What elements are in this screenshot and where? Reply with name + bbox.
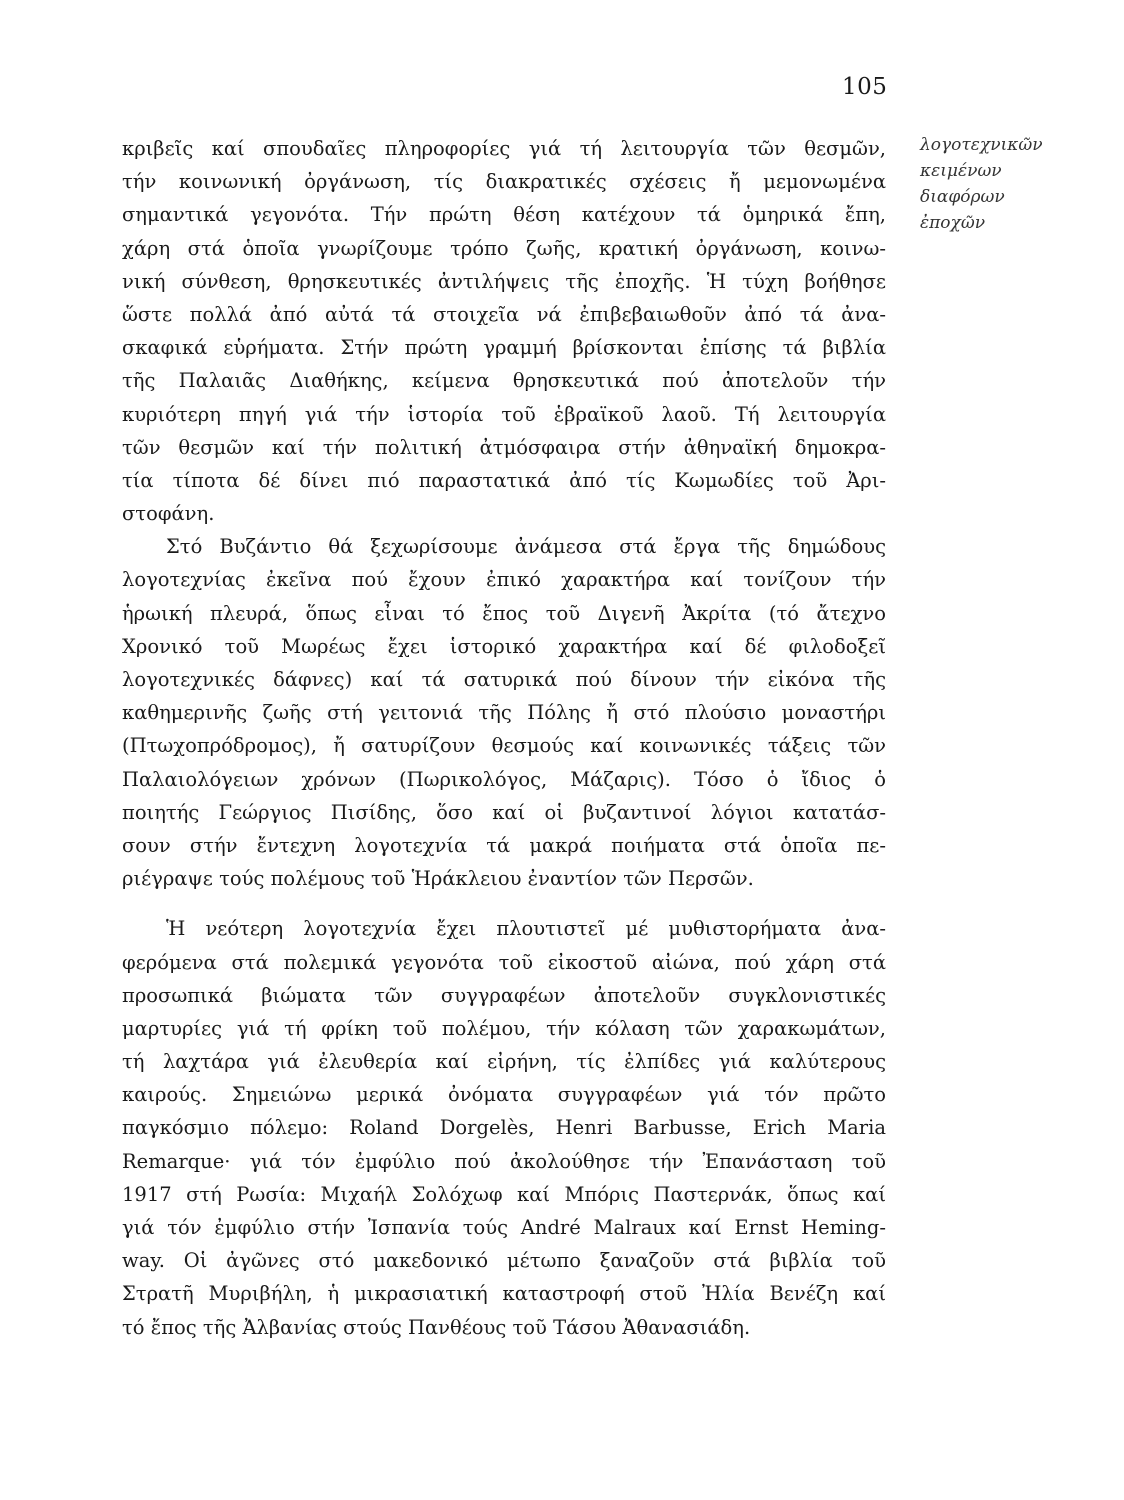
text-line: Χρονικό τοῦ Μωρέως ἔχει ἱστορικό χαρακτήρα καί δέ φιλοδοξεῖ — [122, 634, 886, 658]
body-text — [122, 132, 886, 1344]
text-line: τία τίποτα δέ δίνει πιό παραστατικά ἀπό τίς Κωμωδίες τοῦ Ἀρι- — [122, 468, 886, 492]
text-line: λογοτεχνικές δάφνες) καί τά σατυρικά πού δίνουν τήν εἰκόνα τῆς — [122, 668, 886, 691]
text-line: σουν στήν ἔντεχνη λογοτεχνία τά μακρά ποιήματα στά ὁποῖα πε- — [122, 833, 886, 857]
text-line: τήν κοινωνική ὀργάνωση, τίς διακρατικές σχέσεις ἤ μεμονωμένα — [122, 170, 886, 194]
text-line: τό ἔπος τῆς Ἀλβανίας στούς Πανθέους τοῦ Τάσου Ἀθανασιάδη. — [122, 1315, 751, 1339]
text-line: νική σύνθεση, θρησκευτικές ἀντιλήψεις τῆς ἐποχῆς. Ἡ τύχη βοήθησε — [122, 269, 886, 293]
text-line: ριέγραψε τούς πολέμους τοῦ Ἡράκλειου ἐναντίον τῶν Περσῶν. — [122, 867, 754, 891]
text-line: (Πτωχοπρόδρομος), ἤ σατυρίζουν θεσμούς καί κοινωνικές τάξεις τῶν — [122, 734, 886, 758]
margin-note-line: λογοτεχνικῶν — [920, 135, 1043, 155]
text-line: 1917 στή Ρωσία: Μιχαήλ Σολόχωφ καί Μπόρις Παστερνάκ, ὅπως καί — [122, 1182, 886, 1206]
text-line: παγκόσμιο πόλεμο: Roland Dorgelès, Henri Barbusse, Erich Maria — [122, 1116, 886, 1140]
text-line: ὥστε πολλά ἀπό αὐτά τά στοιχεῖα νά ἐπιβεβαιωθοῦν ἀπό τά ἀνα- — [122, 302, 886, 326]
paragraph-1 — [122, 132, 886, 530]
text-line: φερόμενα στά πολεμικά γεγονότα τοῦ εἰκοστοῦ αἰώνα, πού χάρη στά — [122, 950, 886, 974]
text-line: σημαντικά γεγονότα. Τήν πρώτη θέση κατέχουν τά ὁμηρικά ἔπη, — [122, 203, 886, 227]
text-line: μαρτυρίες γιά τή φρίκη τοῦ πολέμου, τήν κόλαση τῶν χαρακωμάτων, — [122, 1016, 886, 1040]
text-line: ἡρωική πλευρά, ὅπως εἶναι τό ἔπος τοῦ Διγενῆ Ἀκρίτα (τό ἄτεχνο — [122, 601, 886, 625]
paragraph-3 — [122, 912, 886, 1343]
text-line: λογοτεχνίας ἐκεῖνα πού ἔχουν ἐπικό χαρακτήρα καί τονίζουν τήν — [122, 568, 886, 592]
text-line: στοφάνη. — [122, 502, 215, 526]
text-line: Στρατῆ Μυριβήλη, ἡ μικρασιατική καταστροφή στοῦ Ἠλία Βενέζη καί — [122, 1282, 886, 1306]
margin-note-line: διαφόρων — [920, 187, 1005, 207]
margin-note-line: ἐποχῶν — [920, 213, 986, 233]
page-number: 105 — [842, 74, 888, 100]
text-line: τῆς Παλαιᾶς Διαθήκης, κείμενα θρησκευτικά πού ἀποτελοῦν τήν — [122, 369, 886, 393]
text-line: τῶν θεσμῶν καί τήν πολιτική ἀτμόσφαιρα στήν ἀθηναϊκή δημοκρα- — [122, 435, 886, 459]
text-line: καιρούς. Σημειώνω μερικά ὀνόματα συγγραφέων γιά τόν πρῶτο — [122, 1083, 886, 1107]
text-line: γιά τόν ἐμφύλιο στήν Ἰσπανία τούς André Malraux καί Ernst Heming- — [122, 1216, 886, 1239]
paragraph-gap — [122, 895, 886, 912]
text-line: Στό Βυζάντιο θά ξεχωρίσουμε ἀνάμεσα στά ἔργα τῆς δημώδους — [166, 535, 886, 559]
text-line: προσωπικά βιώματα τῶν συγγραφέων ἀποτελοῦν συγκλονιστικές — [122, 983, 886, 1007]
text-line: κυριότερη πηγή γιά τήν ἱστορία τοῦ ἑβραϊκοῦ λαοῦ. Τή λειτουργία — [122, 402, 886, 426]
text-line: ποιητής Γεώργιος Πισίδης, ὅσο καί οἱ βυζαντινοί λόγιοι κατατάσ- — [122, 800, 886, 824]
text-line: καθημερινῆς ζωῆς στή γειτονιά τῆς Πόλης ἤ στό πλούσιο μοναστήρι — [122, 701, 886, 725]
text-line: Ἡ νεότερη λογοτεχνία ἔχει πλουτιστεῖ μέ μυθιστορήματα ἀνα- — [166, 917, 886, 941]
text-line: τή λαχτάρα γιά ἐλευθερία καί εἰρήνη, τίς ἐλπίδες γιά καλύτερους — [122, 1050, 886, 1074]
text-line: σκαφικά εὑρήματα. Στήν πρώτη γραμμή βρίσκονται ἐπίσης τά βιβλία — [122, 336, 886, 360]
margin-note-line: κειμένων — [920, 161, 1002, 181]
paragraph-2 — [122, 530, 886, 895]
margin-note — [920, 132, 1080, 236]
text-line: way. Οἱ ἀγῶνες στό μακεδονικό μέτωπο ξαναζοῦν στά βιβλία τοῦ — [122, 1249, 886, 1273]
text-line: χάρη στά ὁποῖα γνωρίζουμε τρόπο ζωῆς, κρατική ὀργάνωση, κοινω- — [122, 236, 886, 260]
text-line: κριβεῖς καί σπουδαῖες πληροφορίες γιά τή λειτουργία τῶν θεσμῶν, — [122, 137, 886, 160]
text-line: Remarque· γιά τόν ἐμφύλιο πού ἀκολούθησε τήν Ἐπανάσταση τοῦ — [122, 1149, 886, 1173]
text-line: Παλαιολόγειων χρόνων (Πωρικολόγος, Μάζαρις). Τόσο ὁ ἴδιος ὁ — [122, 767, 886, 791]
